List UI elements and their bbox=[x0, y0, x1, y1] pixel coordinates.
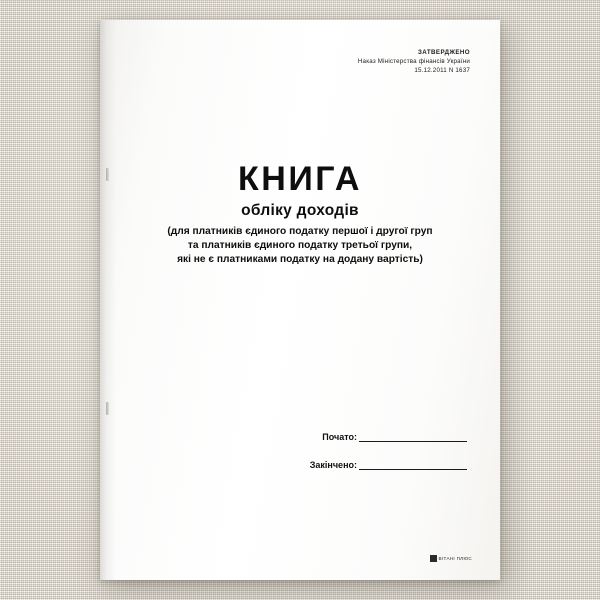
started-input-rule[interactable] bbox=[359, 432, 467, 442]
scope-line-3: які не є платниками податку на додану вартість) bbox=[177, 254, 423, 265]
publisher-block bbox=[430, 555, 472, 562]
field-row-started bbox=[252, 432, 467, 442]
finished-label: Закінчено: bbox=[309, 460, 357, 470]
title-block bbox=[100, 160, 500, 267]
page-subtitle: обліку доходів bbox=[241, 202, 359, 219]
approval-line-2: Наказ Міністерства фінансів України bbox=[357, 58, 470, 65]
approval-block bbox=[358, 48, 470, 75]
started-label: Почато: bbox=[322, 432, 357, 442]
date-fields bbox=[252, 432, 467, 488]
publisher-name: ВІТАНІ ПЛЮС bbox=[438, 556, 472, 561]
approval-line-3: 15.12.2011 N 1637 bbox=[414, 67, 470, 74]
scope-line-2: та платників єдиного податку третьої групи, bbox=[187, 240, 413, 251]
publisher-logo-icon bbox=[430, 555, 437, 562]
scope-description bbox=[100, 225, 500, 267]
page-title: КНИГА bbox=[238, 160, 362, 198]
scope-line-1: (для платників єдиного податку першої і другої груп bbox=[167, 226, 433, 237]
approval-line-1: ЗАТВЕРДЖЕНО bbox=[418, 49, 470, 56]
book-spine bbox=[100, 20, 116, 580]
finished-input-rule[interactable] bbox=[359, 460, 467, 470]
book-cover bbox=[100, 20, 500, 580]
field-row-finished bbox=[252, 460, 467, 470]
staple-bottom-icon bbox=[106, 402, 109, 415]
